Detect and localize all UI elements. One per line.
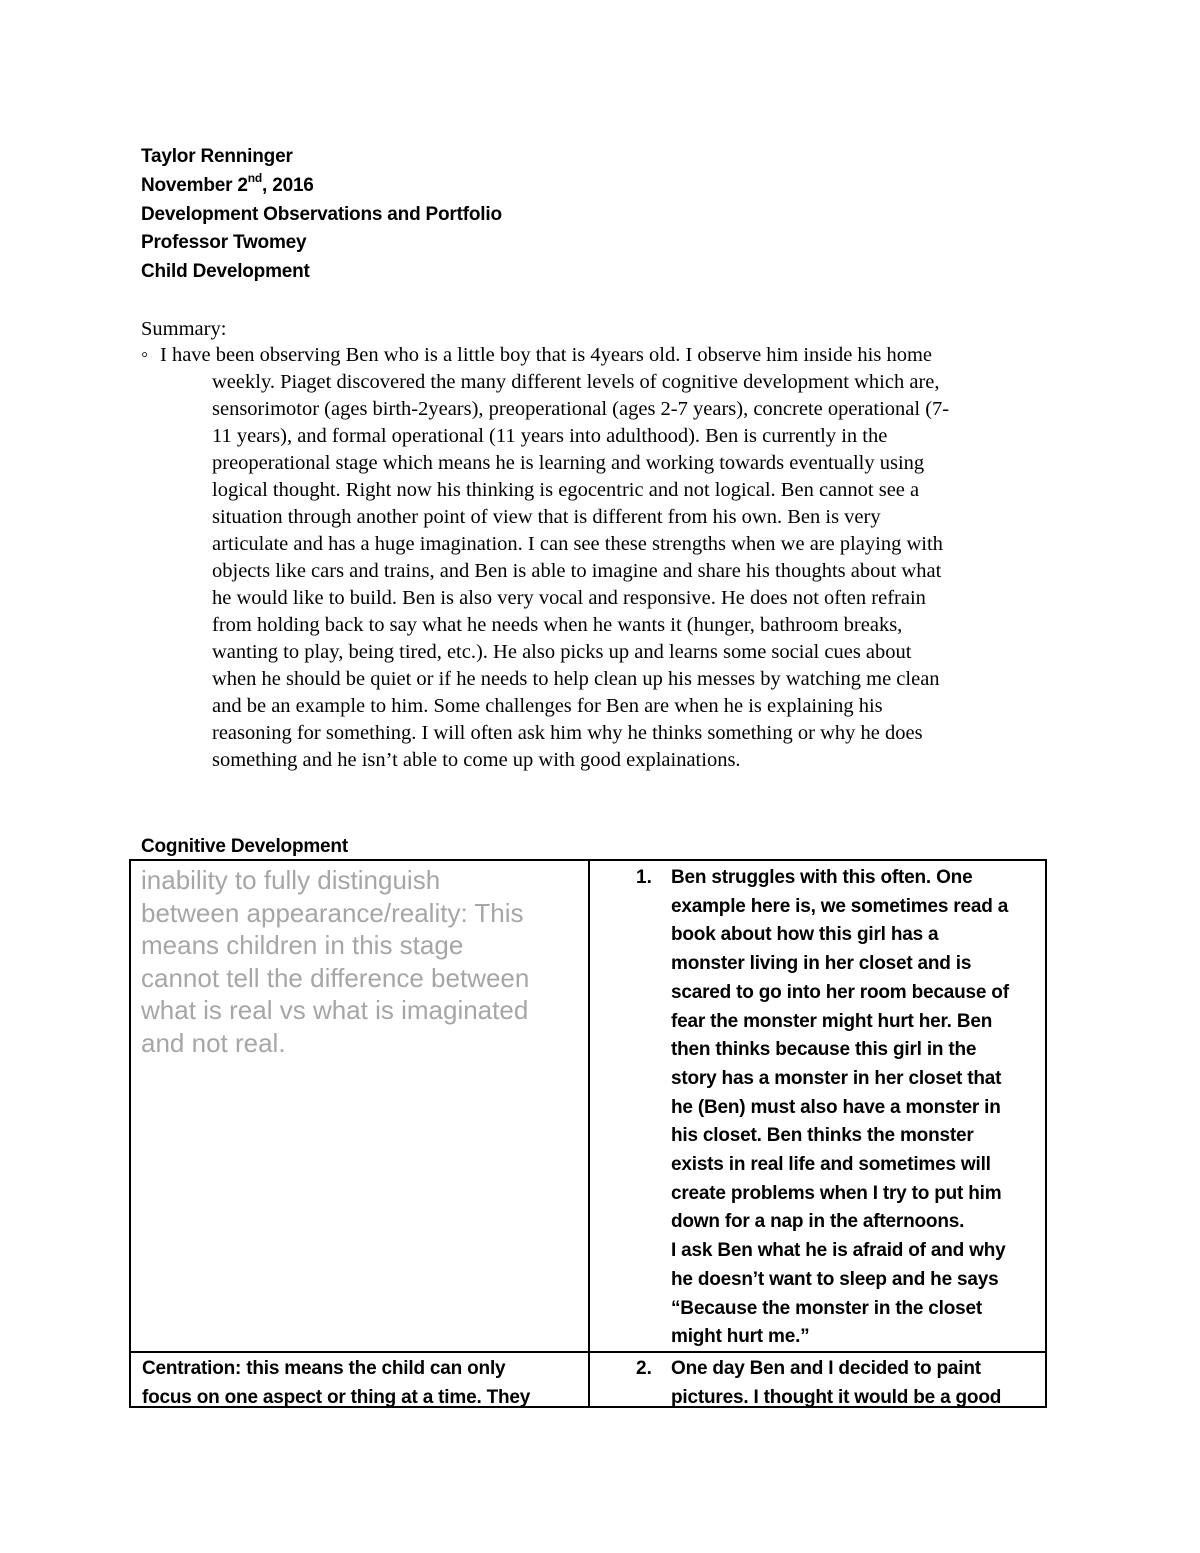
observation-line: pictures. I thought it would be a good	[671, 1386, 1002, 1408]
observation-line: he doesn’t want to sleep and he says	[671, 1268, 999, 1290]
observation-number: 1.	[636, 867, 652, 888]
observation-line: “Because the monster in the closet	[671, 1297, 983, 1319]
document-date	[141, 172, 502, 201]
summary-line: reasoning for something. I will often ask him why he thinks something or why he does	[212, 722, 923, 744]
date-ordinal: nd	[247, 171, 263, 186]
summary-line: articulate and has a huge imagination. I can see these strengths when we are playing with	[212, 533, 943, 555]
concept-line: inability to fully distinguish	[141, 865, 441, 895]
observation-line: example here is, we sometimes read a	[671, 895, 1009, 917]
observation-line: he (Ben) must also have a monster in	[671, 1096, 1001, 1118]
cognitive-observation-table	[129, 859, 1047, 1408]
summary-line: sensorimotor (ages birth-2years), preoperational (ages 2-7 years), concrete operational (7-	[212, 398, 950, 420]
summary-line: wanting to play, being tired, etc.). He also picks up and learns some social cues about	[212, 641, 912, 663]
course-name: Child Development	[141, 261, 310, 283]
observation-line: I ask Ben what he is afraid of and why	[671, 1240, 1006, 1262]
observation-line: fear the monster might hurt her. Ben	[671, 1010, 993, 1032]
summary-line: something and he isn’t able to come up with good explainations.	[212, 749, 741, 771]
observation-line: Ben struggles with this often. One	[671, 867, 973, 888]
table-column-divider	[588, 861, 590, 1406]
observation-line: monster living in her closet and is	[671, 953, 972, 975]
concept-line: cannot tell the difference between	[141, 962, 530, 993]
concept-line: and not real.	[141, 1027, 286, 1058]
professor-name: Professor Twomey	[141, 232, 307, 254]
observation-line: his closet. Ben thinks the monster	[671, 1125, 974, 1147]
cognitive-section-title: Cognitive Development	[141, 836, 348, 857]
observation-number: 2.	[636, 1358, 652, 1379]
summary-line: he would like to build. Ben is also very vocal and responsive. He does not often refrain	[212, 587, 926, 609]
observation-line: might hurt me.”	[671, 1326, 810, 1348]
observation-cell-2	[671, 1355, 1043, 1408]
summary-line: objects like cars and trains, and Ben is able to imagine and share his thoughts about what	[212, 560, 942, 582]
summary-line: weekly. Piaget discovered the many different levels of cognitive development which are,	[212, 371, 940, 393]
observation-line: story has a monster in her closet that	[671, 1067, 1002, 1089]
date-suffix: , 2016	[262, 174, 314, 196]
observation-line: then thinks because this girl in the	[671, 1039, 977, 1061]
summary-paragraph	[160, 342, 1060, 774]
summary-heading: Summary:	[141, 318, 227, 340]
date-prefix: November 2	[141, 174, 248, 196]
summary-line: and be an example to him. Some challenges for Ben are when he is explaining his	[212, 695, 883, 717]
document-header	[141, 143, 502, 287]
concept-cell-centration	[142, 1355, 582, 1408]
concept-line: Centration: this means the child can only	[142, 1358, 506, 1379]
observation-line: down for a nap in the afternoons.	[671, 1211, 965, 1233]
observation-line: create problems when I try to put him	[671, 1182, 1002, 1204]
summary-bullet-icon: ◦	[141, 344, 149, 366]
concept-cell-appearance-reality	[141, 864, 581, 1060]
concept-line: focus on one aspect or thing at a time. They	[142, 1386, 531, 1408]
assignment-title: Development Observations and Portfolio	[141, 203, 502, 225]
summary-line: 11 years), and formal operational (11 years into adulthood). Ben is currently in the	[212, 425, 888, 447]
observation-line: One day Ben and I decided to paint	[671, 1358, 981, 1379]
summary-line: from holding back to say what he needs when he wants it (hunger, bathroom breaks,	[212, 614, 903, 636]
concept-line: between appearance/reality: This	[141, 897, 524, 928]
observation-line: book about how this girl has a	[671, 924, 939, 946]
summary-line: situation through another point of view that is different from his own. Ben is very	[212, 506, 881, 528]
summary-line: logical thought. Right now his thinking is egocentric and not logical. Ben cannot see a	[212, 479, 920, 501]
observation-line: exists in real life and sometimes will	[671, 1154, 991, 1176]
summary-line: I have been observing Ben who is a little boy that is 4years old. I observe him inside his home	[160, 344, 933, 366]
observation-line: scared to go into her room because of	[671, 981, 1009, 1003]
concept-line: what is real vs what is imaginated	[141, 995, 529, 1026]
author-name: Taylor Renninger	[141, 146, 293, 167]
summary-line: when he should be quiet or if he needs to help clean up his messes by watching me clean	[212, 668, 940, 690]
summary-line: preoperational stage which means he is learning and working towards eventually using	[212, 452, 925, 474]
observation-cell-1	[671, 864, 1043, 1352]
concept-line: means children in this stage	[141, 930, 464, 961]
